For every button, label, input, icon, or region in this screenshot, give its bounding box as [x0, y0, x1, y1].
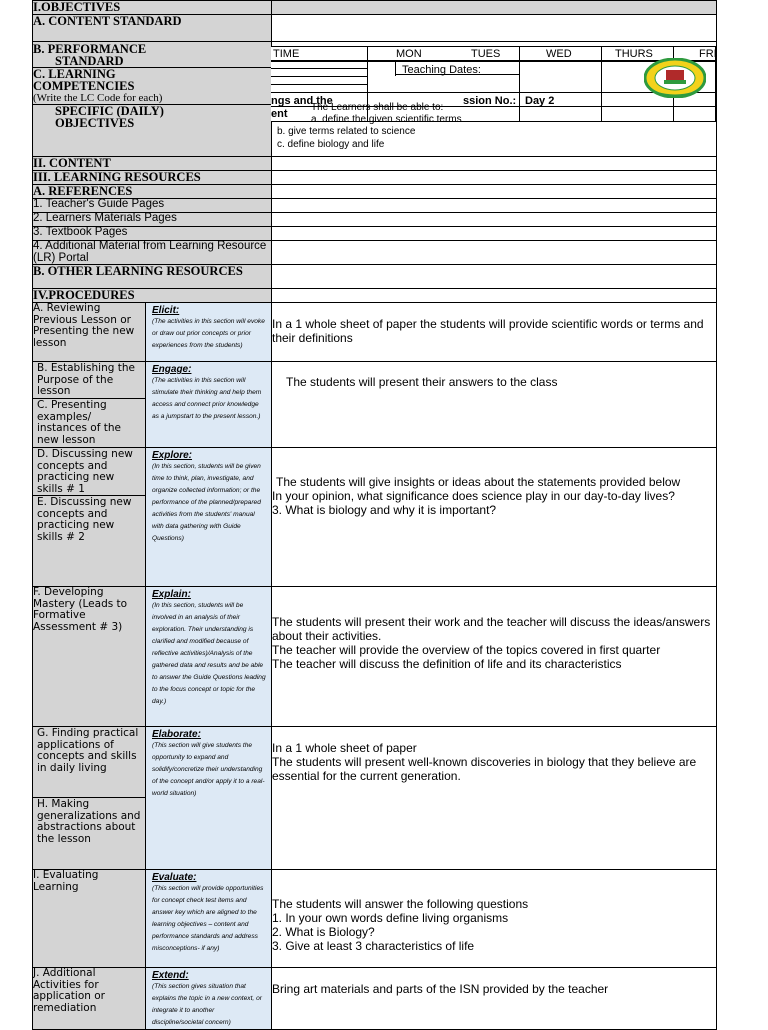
procedure-label-text: H. Making generalizations and abstractions about the lesson	[33, 797, 145, 846]
procedure-label-text: E. Discussing new concepts and practicing new skills # 2	[33, 495, 145, 544]
learners-materials-label: 2. Learners Materials Pages	[33, 213, 272, 227]
procedure-content	[272, 447, 717, 586]
procedure-content-line: The students will answer the following questions	[272, 896, 529, 911]
performance-standard-line2: STANDARD	[55, 54, 124, 68]
lc-code-note: (Write the LC Code for each)	[33, 92, 163, 104]
lesson-plan-page	[32, 0, 716, 1024]
learners-materials-value	[272, 213, 717, 227]
procedure-content-line: The students will give insights or ideas about the statements provided below	[276, 474, 681, 489]
header-fragment-1: ngs and the	[271, 95, 333, 107]
procedure-label	[33, 726, 146, 869]
procedure-label-text: I. Evaluating Learning	[33, 869, 99, 893]
objectives-header-cell	[272, 1, 717, 15]
procedure-content-line: 1. In your own words define living organisms	[272, 910, 509, 925]
procedure-label	[33, 869, 146, 967]
content-standard-value	[272, 15, 717, 42]
procedure-content-line: The students will present well-known discoveries in biology that they believe are essential for the current generation.	[272, 754, 697, 783]
procedure-label	[33, 447, 146, 586]
procedure-content	[272, 303, 717, 362]
header-wed: WED	[546, 48, 572, 60]
procedure-content-line: 3. Give at least 3 characteristics of life	[272, 938, 475, 953]
learning-competencies-line1: C. LEARNING	[33, 67, 116, 81]
phase-title: Evaluate:	[152, 871, 197, 883]
procedure-content-line: The students will present their answers to the class	[286, 375, 558, 389]
procedure-row-evaluate	[33, 869, 717, 967]
school-seal-logo	[644, 58, 706, 98]
header-fragment-2: ent	[271, 108, 288, 120]
procedure-row-elaborate	[33, 726, 717, 869]
content-standard-label: A. CONTENT STANDARD	[33, 15, 272, 42]
other-resources-value	[272, 265, 717, 289]
procedure-label-text: J. Additional Activities for application or remediation	[33, 967, 105, 1014]
objectives-heading: I.OBJECTIVES	[33, 1, 272, 15]
procedure-label-text: B. Establishing the Purpose of the lesson	[37, 362, 135, 398]
procedures-value	[272, 289, 717, 303]
specific-objectives-line2: OBJECTIVES	[55, 116, 135, 130]
phase-title: Explain:	[152, 588, 191, 600]
day-label: Day 2	[525, 95, 555, 107]
learning-competencies-line2: COMPETENCIES	[33, 79, 135, 93]
phase-title: Explore:	[152, 449, 193, 461]
objective-b: b. give terms related to science	[277, 126, 416, 137]
header-mon: MON	[396, 48, 422, 60]
procedure-description	[146, 303, 272, 362]
procedure-content	[272, 967, 717, 1029]
session-no-label: ssion No.:	[463, 95, 517, 107]
teachers-guide-label: 1. Teacher's Guide Pages	[33, 199, 272, 213]
objective-a: a. define the given scientific terms	[311, 114, 462, 125]
procedure-content-line: In a 1 whole sheet of paper the students will provide scientific words or terms and their definitions	[272, 317, 704, 345]
procedure-label-text: A. Reviewing Previous Lesson or Presenting the new lesson	[33, 302, 135, 350]
procedure-content-line: The students will present their work and the teacher will discuss the ideas/answers about their activities.	[272, 614, 711, 643]
other-resources-label: B. OTHER LEARNING RESOURCES	[33, 265, 272, 289]
header-fri: FRI	[699, 48, 717, 60]
procedure-label-text: D. Discussing new concepts and practicing new skills # 1	[37, 447, 133, 495]
procedure-description	[146, 726, 272, 869]
procedure-content-line: The teacher will discuss the definition of life and its characteristics	[272, 656, 622, 671]
procedure-row-explain	[33, 586, 717, 726]
phase-description: (In this section, students will be involved in an analysis of their exploration. Their understanding is clarified and modified because of reflective activities)/Analysis of the gathered data and results and be able to answer the Guide Questions leading to the focus concept or topic for the day.)	[152, 601, 266, 705]
procedure-label	[33, 362, 146, 448]
teachers-guide-value	[272, 199, 717, 213]
learning-resources-heading: III. LEARNING RESOURCES	[33, 171, 272, 185]
objective-c: c. define biology and life	[277, 138, 385, 150]
procedure-content	[272, 869, 717, 967]
procedure-label-text: C. Presenting examples/ instances of the new lesson	[33, 398, 145, 447]
procedure-label	[33, 303, 146, 362]
header-tues: TUES	[471, 48, 501, 60]
performance-standard-label	[33, 42, 272, 68]
phase-title: Elicit:	[152, 305, 180, 316]
phase-title: Extend:	[152, 969, 189, 981]
procedure-label	[33, 586, 146, 726]
procedure-content-line: 2. What is Biology?	[272, 924, 375, 939]
header-time: TIME	[273, 48, 300, 60]
references-heading: A. REFERENCES	[33, 185, 272, 199]
phase-description: (This section will give students the opportunity to expand and solidify/concretize their understanding of the concept and/or apply it to a real-world situation)	[152, 741, 265, 797]
procedure-content	[272, 362, 717, 448]
learning-resources-value	[272, 171, 717, 185]
procedure-content-line: The teacher will provide the overview of the topics covered in first quarter	[272, 642, 661, 657]
teaching-dates-label: Teaching Dates:	[402, 64, 481, 76]
phase-description: (The activities in this section will stimulate their thinking and help them access and connect prior knowledge as a jumpstart to the present lesson.)	[152, 377, 262, 420]
procedure-label-text: G. Finding practical applications of concepts and skills in daily living	[37, 726, 139, 774]
phase-description: (This section will provide opportunities for concept check test items and answer key which are aligned to the learning objectives – content and performance standards and address misconceptions- if any)	[152, 884, 264, 952]
content-value	[272, 157, 717, 171]
specific-objectives-label	[33, 105, 272, 157]
phase-title: Engage:	[152, 364, 192, 375]
textbook-value	[272, 227, 717, 241]
phase-description: (The activities in this section will evoke or draw out prior concepts or prior experiences from the students)	[152, 318, 265, 349]
procedure-description	[146, 362, 272, 448]
objectives-list	[277, 126, 415, 151]
lesson-plan-table	[32, 0, 717, 1030]
header-thurs: THURS	[615, 48, 653, 60]
procedure-content	[272, 726, 717, 869]
content-heading: II. CONTENT	[33, 157, 272, 171]
performance-standard-line1: B. PERFORMANCE	[33, 42, 147, 56]
phase-description: (This section gives situation that explains the topic in a new context, or integrate it to another discipline/societal concern)	[152, 982, 262, 1026]
procedure-content-line: 3. What is biology and why it is important?	[272, 502, 497, 517]
procedure-row-explore	[33, 447, 717, 586]
procedure-content-line: In a 1 whole sheet of paper	[272, 740, 417, 755]
procedure-description	[146, 869, 272, 967]
objectives-intro: The Learners shall be able to:	[311, 102, 444, 113]
procedure-content-line: Bring art materials and parts of the ISN provided by the teacher	[272, 981, 609, 996]
procedure-content	[272, 586, 717, 726]
references-value	[272, 185, 717, 199]
procedure-row-engage	[33, 362, 717, 448]
procedure-content-line: In your opinion, what significance does science play in our day-to-day lives?	[272, 488, 675, 503]
additional-material-label: 4. Additional Material from Learning Resource (LR) Portal	[33, 241, 272, 265]
procedure-description	[146, 447, 272, 586]
phase-description: (In this section, students will be given time to think, plan, investigate, and organize collected information; or the performance of the planned/prepared activities from the students' manual with data gathering with Guide Questions)	[152, 462, 261, 542]
learning-competencies-label	[33, 68, 272, 105]
textbook-label: 3. Textbook Pages	[33, 227, 272, 241]
additional-material-value	[272, 241, 717, 265]
procedure-description	[146, 586, 272, 726]
procedure-description	[146, 967, 272, 1029]
procedure-row-elicit	[33, 303, 717, 362]
procedures-heading: IV.PROCEDURES	[33, 289, 272, 303]
procedure-label-text: F. Developing Mastery (Leads to Formative Assessment # 3)	[33, 586, 128, 633]
specific-objectives-line1: SPECIFIC (DAILY)	[55, 104, 164, 118]
procedure-label	[33, 967, 146, 1029]
procedure-row-extend	[33, 967, 717, 1029]
phase-title: Elaborate:	[152, 728, 201, 740]
